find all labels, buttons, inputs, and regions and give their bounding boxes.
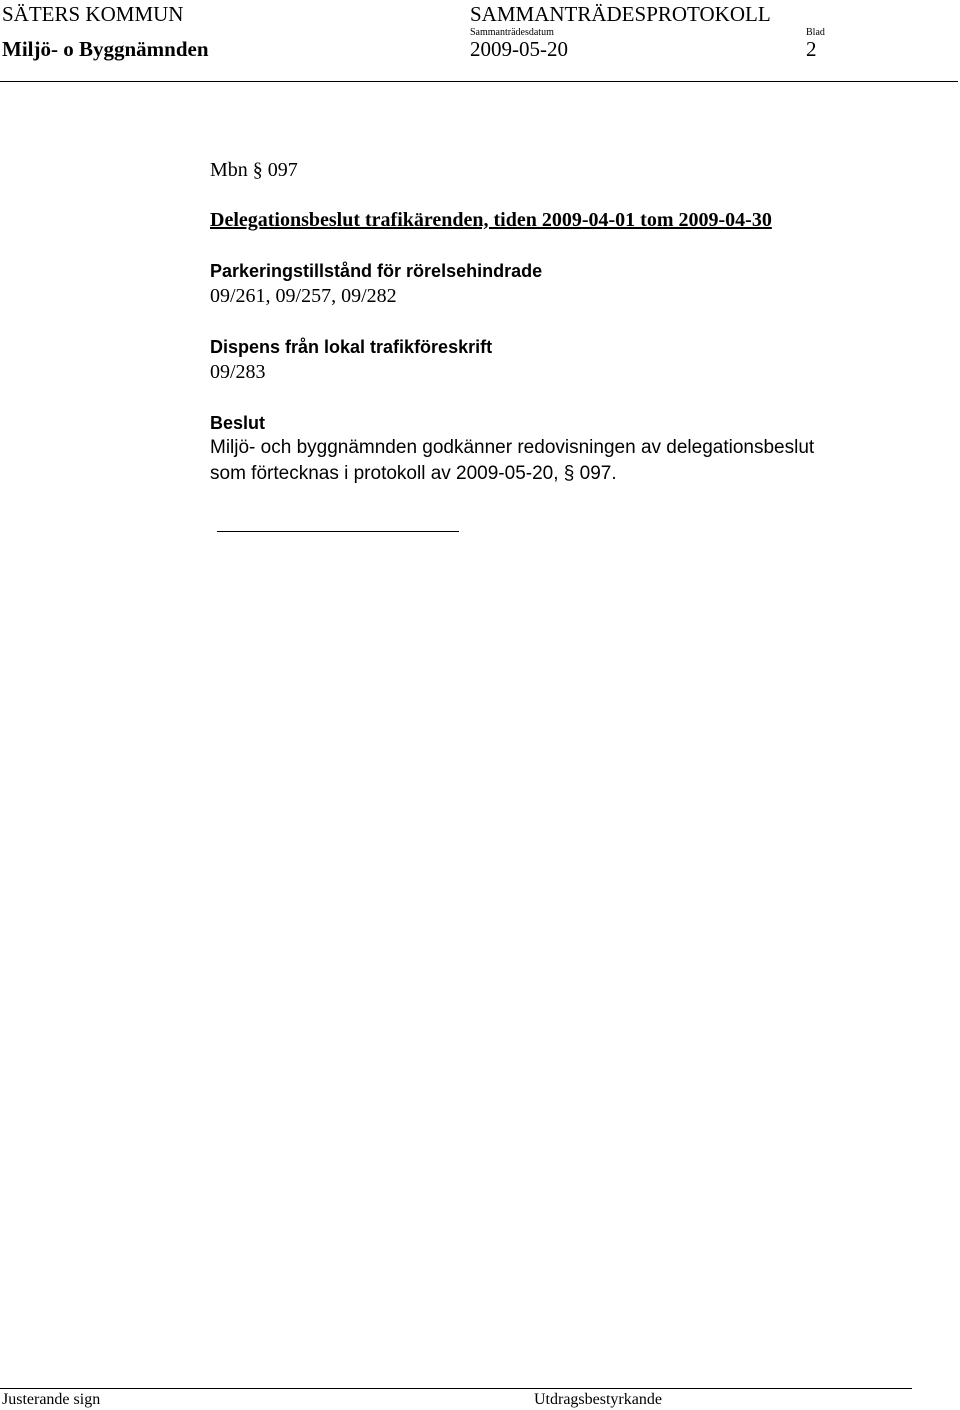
decision-heading: Beslut bbox=[210, 413, 266, 433]
paragraph-title: Delegationsbeslut trafikärenden, tiden 2009-04-01 tom 2009-04-30 bbox=[210, 209, 772, 231]
page-number: 2 bbox=[806, 37, 817, 61]
footer-divider bbox=[0, 1388, 912, 1389]
section-heading: Dispens från lokal trafikföreskrift bbox=[210, 337, 493, 357]
case-numbers: 09/261, 09/257, 09/282 bbox=[210, 285, 397, 307]
decision-text-line-2: som förtecknas i protokoll av 2009-05-20, § 097. bbox=[210, 463, 617, 484]
header-divider bbox=[0, 81, 958, 82]
section-heading: Parkeringstillstånd för rörelsehindrade bbox=[210, 261, 543, 281]
end-of-section-rule bbox=[217, 531, 459, 532]
date-caption: Sammanträdesdatum bbox=[470, 27, 554, 38]
case-numbers: 09/283 bbox=[210, 361, 266, 383]
committee-name: Miljö- o Byggnämnden bbox=[2, 37, 209, 61]
decision-text-line-1: Miljö- och byggnämnden godkänner redovisningen av delegationsbeslut bbox=[210, 437, 815, 458]
paragraph-number: Mbn § 097 bbox=[210, 159, 298, 181]
footer-certification-label: Utdragsbestyrkande bbox=[534, 1391, 662, 1408]
footer-sign-label: Justerande sign bbox=[2, 1391, 101, 1408]
page-caption: Blad bbox=[806, 27, 825, 38]
meeting-date: 2009-05-20 bbox=[470, 37, 568, 61]
document-type: SAMMANTRÄDESPROTOKOLL bbox=[470, 2, 771, 26]
org-name: SÄTERS KOMMUN bbox=[2, 2, 184, 26]
